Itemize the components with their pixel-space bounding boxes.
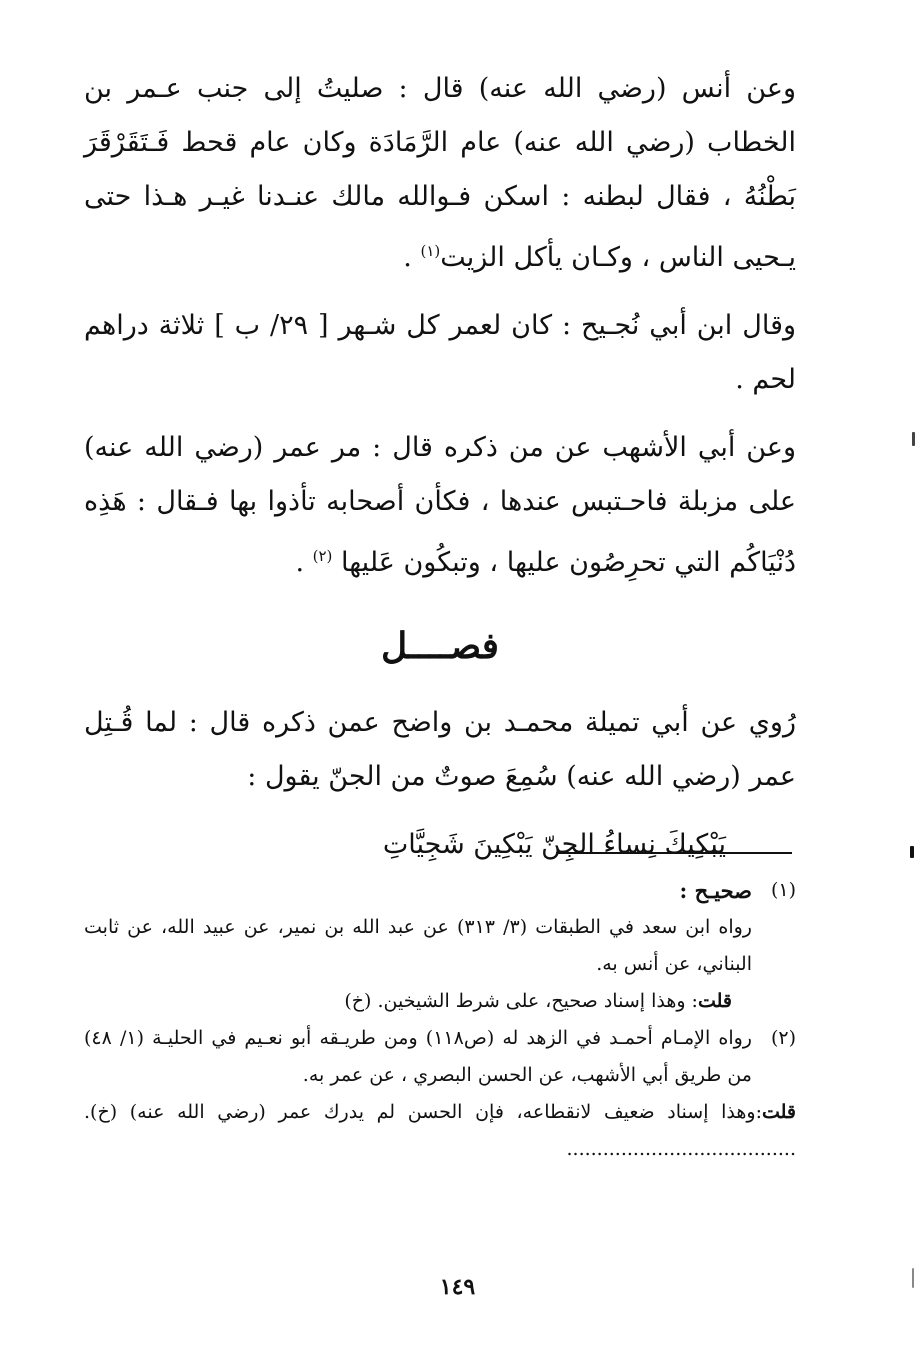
footnote-number: (٢) bbox=[770, 1027, 796, 1049]
footnote-ref-1[interactable]: (١) bbox=[420, 242, 441, 260]
footnote-comment bbox=[84, 983, 752, 1020]
paragraph-anas bbox=[84, 62, 796, 285]
footnotes bbox=[84, 872, 796, 1168]
page-number: ١٤٩ bbox=[439, 1274, 476, 1300]
paragraph-anas-text: وعن أنس (رضي الله عنه) قال : صليتُ إلى جنب عـمر بن الخطاب (رضي الله عنه) عام الرَّمَادَة وكان عام قحط فَـتَقَرْقَرَ بَطْنُهُ ، فقال لبطنه : اسكن فـوالله مالك عنـدنا غيـر هـذا حتى يـحيى الناس ، وكـان يأكل الزيت bbox=[84, 73, 796, 273]
verse-line: يَبْكِيكَ نِساءُ الجِنّ يَبْكِينَ شَجِيَّاتِ bbox=[382, 829, 726, 860]
paragraph-abi-tumaila: رُوي عن أبي تميلة محمـد بن واضح عمن ذكره قال : لما قُـتِل عمر (رضي الله عنه) سُمِعَ صوتٌ من الجنّ يقول : bbox=[84, 707, 796, 792]
main-text bbox=[84, 62, 796, 886]
paragraph-abi-al-ashhab bbox=[84, 421, 796, 590]
qult-text: : وهذا إسناد صحيح، على شرط الشيخين. (خ) bbox=[344, 990, 698, 1012]
footnote-divider bbox=[556, 852, 792, 854]
footnote-1 bbox=[84, 872, 796, 1020]
scan-mark bbox=[912, 1268, 914, 1288]
footnote-comment bbox=[84, 1094, 796, 1168]
paragraph-abi-al-ashhab-text: وعن أبي الأشهب عن من ذكره قال : مر عمر (رضي الله عنه) على مزبلة فاحـتبس عندها ، فكأن أصحابه تأذوا بها فـقال : هَذِه دُنْيَاكُم التي تحرِصُون عليها ، وتبكُون عَليها bbox=[84, 432, 796, 578]
footnote-ref-2[interactable]: (٢) bbox=[312, 547, 333, 565]
qult-text: :وهذا إسناد ضعيف لانقطاعه، فإن الحسن لم يدرك عمر (رضي الله عنه) (خ). ...................................... bbox=[84, 1101, 796, 1160]
footnote-2 bbox=[84, 1020, 796, 1168]
footnote-heading: صحيـح : bbox=[679, 878, 752, 903]
scan-mark bbox=[910, 846, 914, 858]
footnote-number: (١) bbox=[770, 879, 796, 901]
paragraph-abi-al-ashhab-end: . bbox=[295, 547, 313, 578]
section-heading: فصــــل bbox=[381, 625, 499, 667]
qult-label: قلت bbox=[697, 990, 732, 1012]
paragraph-anas-end: . bbox=[403, 242, 421, 273]
qult-label: قلت bbox=[761, 1101, 796, 1123]
paragraph-ibn-abi-najih: وقال ابن أبي نُجـيح : كان لعمر كل شـهر [ ٢٩/ ب ] ثلاثة دراهم لحم . bbox=[84, 310, 797, 395]
footnote-text: رواه ابن سعد في الطبقات (٣/ ٣١٣) عن عبد الله بن نمير، عن عبيد الله، عن ثابت البناني، عن أنس به. bbox=[84, 916, 752, 975]
footnote-text: رواه الإمـام أحمـد في الزهد له (ص١١٨) ومن طريـقه أبو نعـيم في الحليـة (١/ ٤٨) من طريق أبي الأشهب، عن الحسن البصري ، عن عمر به. bbox=[84, 1027, 752, 1086]
